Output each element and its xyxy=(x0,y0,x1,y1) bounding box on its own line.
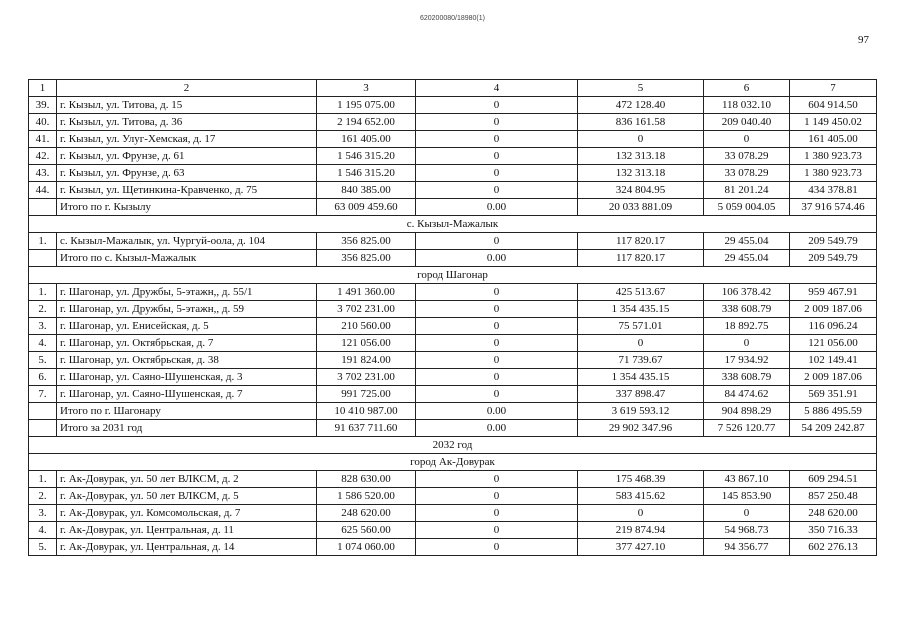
address-cell: г. Ак-Довурак, ул. Центральная, д. 14 xyxy=(57,539,317,556)
column-header: 5 xyxy=(578,80,704,97)
address-cell: г. Ак-Довурак, ул. 50 лет ВЛКСМ, д. 5 xyxy=(57,488,317,505)
cost-cell: 1 586 520.00 xyxy=(317,488,416,505)
section-header-row xyxy=(29,454,877,471)
value-cell: 117 820.17 xyxy=(578,250,704,267)
value-cell: 0 xyxy=(416,114,578,131)
row-number: 39. xyxy=(29,97,57,114)
cost-cell: 210 560.00 xyxy=(317,318,416,335)
row-number: 40. xyxy=(29,114,57,131)
table-row xyxy=(29,318,877,335)
value-cell: 0 xyxy=(416,386,578,403)
value-cell: 338 608.79 xyxy=(704,369,790,386)
value-cell: 84 474.62 xyxy=(704,386,790,403)
address-cell: г. Ак-Довурак, ул. Комсомольская, д. 7 xyxy=(57,505,317,522)
value-cell: 18 892.75 xyxy=(704,318,790,335)
value-cell: 0 xyxy=(416,471,578,488)
value-cell: 219 874.94 xyxy=(578,522,704,539)
section-title: город Шагонар xyxy=(29,267,877,284)
value-cell: 0 xyxy=(416,301,578,318)
value-cell: 175 468.39 xyxy=(578,471,704,488)
column-header: 6 xyxy=(704,80,790,97)
table-header-row xyxy=(29,80,877,97)
cost-cell: 3 702 231.00 xyxy=(317,369,416,386)
value-cell: 0 xyxy=(704,335,790,352)
row-number: 3. xyxy=(29,505,57,522)
value-cell: 116 096.24 xyxy=(790,318,877,335)
row-number xyxy=(29,199,57,216)
value-cell: 0 xyxy=(416,182,578,199)
table-row xyxy=(29,148,877,165)
value-cell: 0 xyxy=(416,522,578,539)
value-cell: 0.00 xyxy=(416,403,578,420)
value-cell: 583 415.62 xyxy=(578,488,704,505)
cost-cell: 2 194 652.00 xyxy=(317,114,416,131)
column-header: 3 xyxy=(317,80,416,97)
row-number: 1. xyxy=(29,233,57,250)
value-cell: 0 xyxy=(416,233,578,250)
value-cell: 43 867.10 xyxy=(704,471,790,488)
row-number: 3. xyxy=(29,318,57,335)
value-cell: 71 739.67 xyxy=(578,352,704,369)
cost-cell: 356 825.00 xyxy=(317,233,416,250)
table-row xyxy=(29,301,877,318)
value-cell: 0 xyxy=(578,335,704,352)
table-row xyxy=(29,335,877,352)
column-header: 4 xyxy=(416,80,578,97)
address-cell: Итого по г. Кызылу xyxy=(57,199,317,216)
address-cell: Итого по г. Шагонару xyxy=(57,403,317,420)
table-row xyxy=(29,114,877,131)
row-number: 2. xyxy=(29,488,57,505)
value-cell: 209 549.79 xyxy=(790,233,877,250)
value-cell: 161 405.00 xyxy=(790,131,877,148)
table-row xyxy=(29,352,877,369)
value-cell: 248 620.00 xyxy=(790,505,877,522)
value-cell: 118 032.10 xyxy=(704,97,790,114)
row-number xyxy=(29,403,57,420)
value-cell: 2 009 187.06 xyxy=(790,301,877,318)
value-cell: 132 313.18 xyxy=(578,165,704,182)
value-cell: 121 056.00 xyxy=(790,335,877,352)
value-cell: 0 xyxy=(416,131,578,148)
value-cell: 0 xyxy=(578,505,704,522)
value-cell: 37 916 574.46 xyxy=(790,199,877,216)
row-number: 42. xyxy=(29,148,57,165)
row-number: 44. xyxy=(29,182,57,199)
value-cell: 75 571.01 xyxy=(578,318,704,335)
value-cell: 0 xyxy=(416,335,578,352)
value-cell: 350 716.33 xyxy=(790,522,877,539)
section-header-row xyxy=(29,267,877,284)
table-row xyxy=(29,97,877,114)
value-cell: 209 040.40 xyxy=(704,114,790,131)
value-cell: 5 059 004.05 xyxy=(704,199,790,216)
row-number: 4. xyxy=(29,522,57,539)
page-number: 97 xyxy=(858,34,869,46)
value-cell: 132 313.18 xyxy=(578,148,704,165)
value-cell: 0.00 xyxy=(416,250,578,267)
row-number: 6. xyxy=(29,369,57,386)
cost-cell: 1 546 315.20 xyxy=(317,165,416,182)
address-cell: г. Ак-Довурак, ул. 50 лет ВЛКСМ, д. 2 xyxy=(57,471,317,488)
row-number xyxy=(29,250,57,267)
value-cell: 117 820.17 xyxy=(578,233,704,250)
address-cell: г. Шагонар, ул. Енисейская, д. 5 xyxy=(57,318,317,335)
address-cell: г. Шагонар, ул. Дружбы, 5-этажн,, д. 55/1 xyxy=(57,284,317,301)
cost-cell: 161 405.00 xyxy=(317,131,416,148)
value-cell: 94 356.77 xyxy=(704,539,790,556)
section-header-row xyxy=(29,437,877,454)
value-cell: 472 128.40 xyxy=(578,97,704,114)
value-cell: 29 455.04 xyxy=(704,233,790,250)
value-cell: 0 xyxy=(416,539,578,556)
row-number: 5. xyxy=(29,539,57,556)
value-cell: 1 354 435.15 xyxy=(578,369,704,386)
section-header-row xyxy=(29,216,877,233)
value-cell: 29 902 347.96 xyxy=(578,420,704,437)
value-cell: 2 009 187.06 xyxy=(790,369,877,386)
cost-cell: 840 385.00 xyxy=(317,182,416,199)
total-row xyxy=(29,403,877,420)
row-number xyxy=(29,420,57,437)
column-header: 1 xyxy=(29,80,57,97)
data-table xyxy=(28,79,877,556)
value-cell: 1 380 923.73 xyxy=(790,148,877,165)
row-number: 5. xyxy=(29,352,57,369)
table-row xyxy=(29,539,877,556)
value-cell: 0 xyxy=(704,505,790,522)
cost-cell: 1 195 075.00 xyxy=(317,97,416,114)
value-cell: 0 xyxy=(416,352,578,369)
table-row xyxy=(29,471,877,488)
cost-cell: 828 630.00 xyxy=(317,471,416,488)
address-cell: г. Ак-Довурак, ул. Центральная, д. 11 xyxy=(57,522,317,539)
value-cell: 324 804.95 xyxy=(578,182,704,199)
cost-cell: 63 009 459.60 xyxy=(317,199,416,216)
cost-cell: 1 546 315.20 xyxy=(317,148,416,165)
value-cell: 604 914.50 xyxy=(790,97,877,114)
value-cell: 609 294.51 xyxy=(790,471,877,488)
value-cell: 33 078.29 xyxy=(704,165,790,182)
value-cell: 425 513.67 xyxy=(578,284,704,301)
table-row xyxy=(29,488,877,505)
value-cell: 102 149.41 xyxy=(790,352,877,369)
cost-cell: 121 056.00 xyxy=(317,335,416,352)
table-row xyxy=(29,522,877,539)
table-row xyxy=(29,505,877,522)
column-header: 2 xyxy=(57,80,317,97)
value-cell: 0 xyxy=(416,488,578,505)
value-cell: 0 xyxy=(416,505,578,522)
value-cell: 0 xyxy=(416,97,578,114)
table-body xyxy=(29,80,877,556)
address-cell: г. Шагонар, ул. Саяно-Шушенская, д. 3 xyxy=(57,369,317,386)
value-cell: 602 276.13 xyxy=(790,539,877,556)
address-cell: г. Шагонар, ул. Дружбы, 5-этажн,, д. 59 xyxy=(57,301,317,318)
value-cell: 0 xyxy=(416,369,578,386)
cost-cell: 248 620.00 xyxy=(317,505,416,522)
cost-cell: 3 702 231.00 xyxy=(317,301,416,318)
table-row xyxy=(29,233,877,250)
table-row xyxy=(29,131,877,148)
total-row xyxy=(29,199,877,216)
cost-cell: 991 725.00 xyxy=(317,386,416,403)
row-number: 1. xyxy=(29,284,57,301)
address-cell: г. Кызыл, ул. Улуг-Хемская, д. 17 xyxy=(57,131,317,148)
table-row xyxy=(29,165,877,182)
value-cell: 836 161.58 xyxy=(578,114,704,131)
value-cell: 857 250.48 xyxy=(790,488,877,505)
value-cell: 1 354 435.15 xyxy=(578,301,704,318)
value-cell: 54 209 242.87 xyxy=(790,420,877,437)
total-row xyxy=(29,420,877,437)
value-cell: 0 xyxy=(416,318,578,335)
value-cell: 904 898.29 xyxy=(704,403,790,420)
value-cell: 959 467.91 xyxy=(790,284,877,301)
value-cell: 569 351.91 xyxy=(790,386,877,403)
value-cell: 1 380 923.73 xyxy=(790,165,877,182)
address-cell: г. Кызыл, ул. Щетинкина-Кравченко, д. 75 xyxy=(57,182,317,199)
value-cell: 7 526 120.77 xyxy=(704,420,790,437)
row-number: 7. xyxy=(29,386,57,403)
cost-cell: 1 074 060.00 xyxy=(317,539,416,556)
value-cell: 0 xyxy=(416,284,578,301)
cost-cell: 91 637 711.60 xyxy=(317,420,416,437)
value-cell: 377 427.10 xyxy=(578,539,704,556)
value-cell: 337 898.47 xyxy=(578,386,704,403)
value-cell: 20 033 881.09 xyxy=(578,199,704,216)
column-header: 7 xyxy=(790,80,877,97)
address-cell: Итого по с. Кызыл-Мажалык xyxy=(57,250,317,267)
cost-cell: 191 824.00 xyxy=(317,352,416,369)
address-cell: г. Кызыл, ул. Фрунзе, д. 63 xyxy=(57,165,317,182)
address-cell: г. Кызыл, ул. Титова, д. 15 xyxy=(57,97,317,114)
value-cell: 106 378.42 xyxy=(704,284,790,301)
row-number: 1. xyxy=(29,471,57,488)
table-row xyxy=(29,386,877,403)
total-row xyxy=(29,250,877,267)
section-title: с. Кызыл-Мажалык xyxy=(29,216,877,233)
cost-cell: 1 491 360.00 xyxy=(317,284,416,301)
address-cell: г. Кызыл, ул. Титова, д. 36 xyxy=(57,114,317,131)
cost-cell: 10 410 987.00 xyxy=(317,403,416,420)
value-cell: 338 608.79 xyxy=(704,301,790,318)
table-row xyxy=(29,284,877,301)
value-cell: 0 xyxy=(578,131,704,148)
address-cell: г. Шагонар, ул. Октябрьская, д. 7 xyxy=(57,335,317,352)
value-cell: 0 xyxy=(704,131,790,148)
value-cell: 1 149 450.02 xyxy=(790,114,877,131)
value-cell: 29 455.04 xyxy=(704,250,790,267)
value-cell: 145 853.90 xyxy=(704,488,790,505)
section-title: 2032 год xyxy=(29,437,877,454)
section-title: город Ак-Довурак xyxy=(29,454,877,471)
address-cell: с. Кызыл-Мажалык, ул. Чургуй-оола, д. 104 xyxy=(57,233,317,250)
row-number: 4. xyxy=(29,335,57,352)
address-cell: г. Шагонар, ул. Октябрьская, д. 38 xyxy=(57,352,317,369)
table-row xyxy=(29,182,877,199)
value-cell: 434 378.81 xyxy=(790,182,877,199)
cost-cell: 356 825.00 xyxy=(317,250,416,267)
value-cell: 0.00 xyxy=(416,199,578,216)
value-cell: 209 549.79 xyxy=(790,250,877,267)
document-id: 620200080/18980(1) xyxy=(419,15,485,22)
value-cell: 3 619 593.12 xyxy=(578,403,704,420)
row-number: 41. xyxy=(29,131,57,148)
value-cell: 0.00 xyxy=(416,420,578,437)
value-cell: 5 886 495.59 xyxy=(790,403,877,420)
value-cell: 81 201.24 xyxy=(704,182,790,199)
row-number: 43. xyxy=(29,165,57,182)
table-row xyxy=(29,369,877,386)
cost-cell: 625 560.00 xyxy=(317,522,416,539)
row-number: 2. xyxy=(29,301,57,318)
address-cell: Итого за 2031 год xyxy=(57,420,317,437)
value-cell: 17 934.92 xyxy=(704,352,790,369)
address-cell: г. Кызыл, ул. Фрунзе, д. 61 xyxy=(57,148,317,165)
value-cell: 0 xyxy=(416,165,578,182)
value-cell: 33 078.29 xyxy=(704,148,790,165)
value-cell: 54 968.73 xyxy=(704,522,790,539)
address-cell: г. Шагонар, ул. Саяно-Шушенская, д. 7 xyxy=(57,386,317,403)
value-cell: 0 xyxy=(416,148,578,165)
